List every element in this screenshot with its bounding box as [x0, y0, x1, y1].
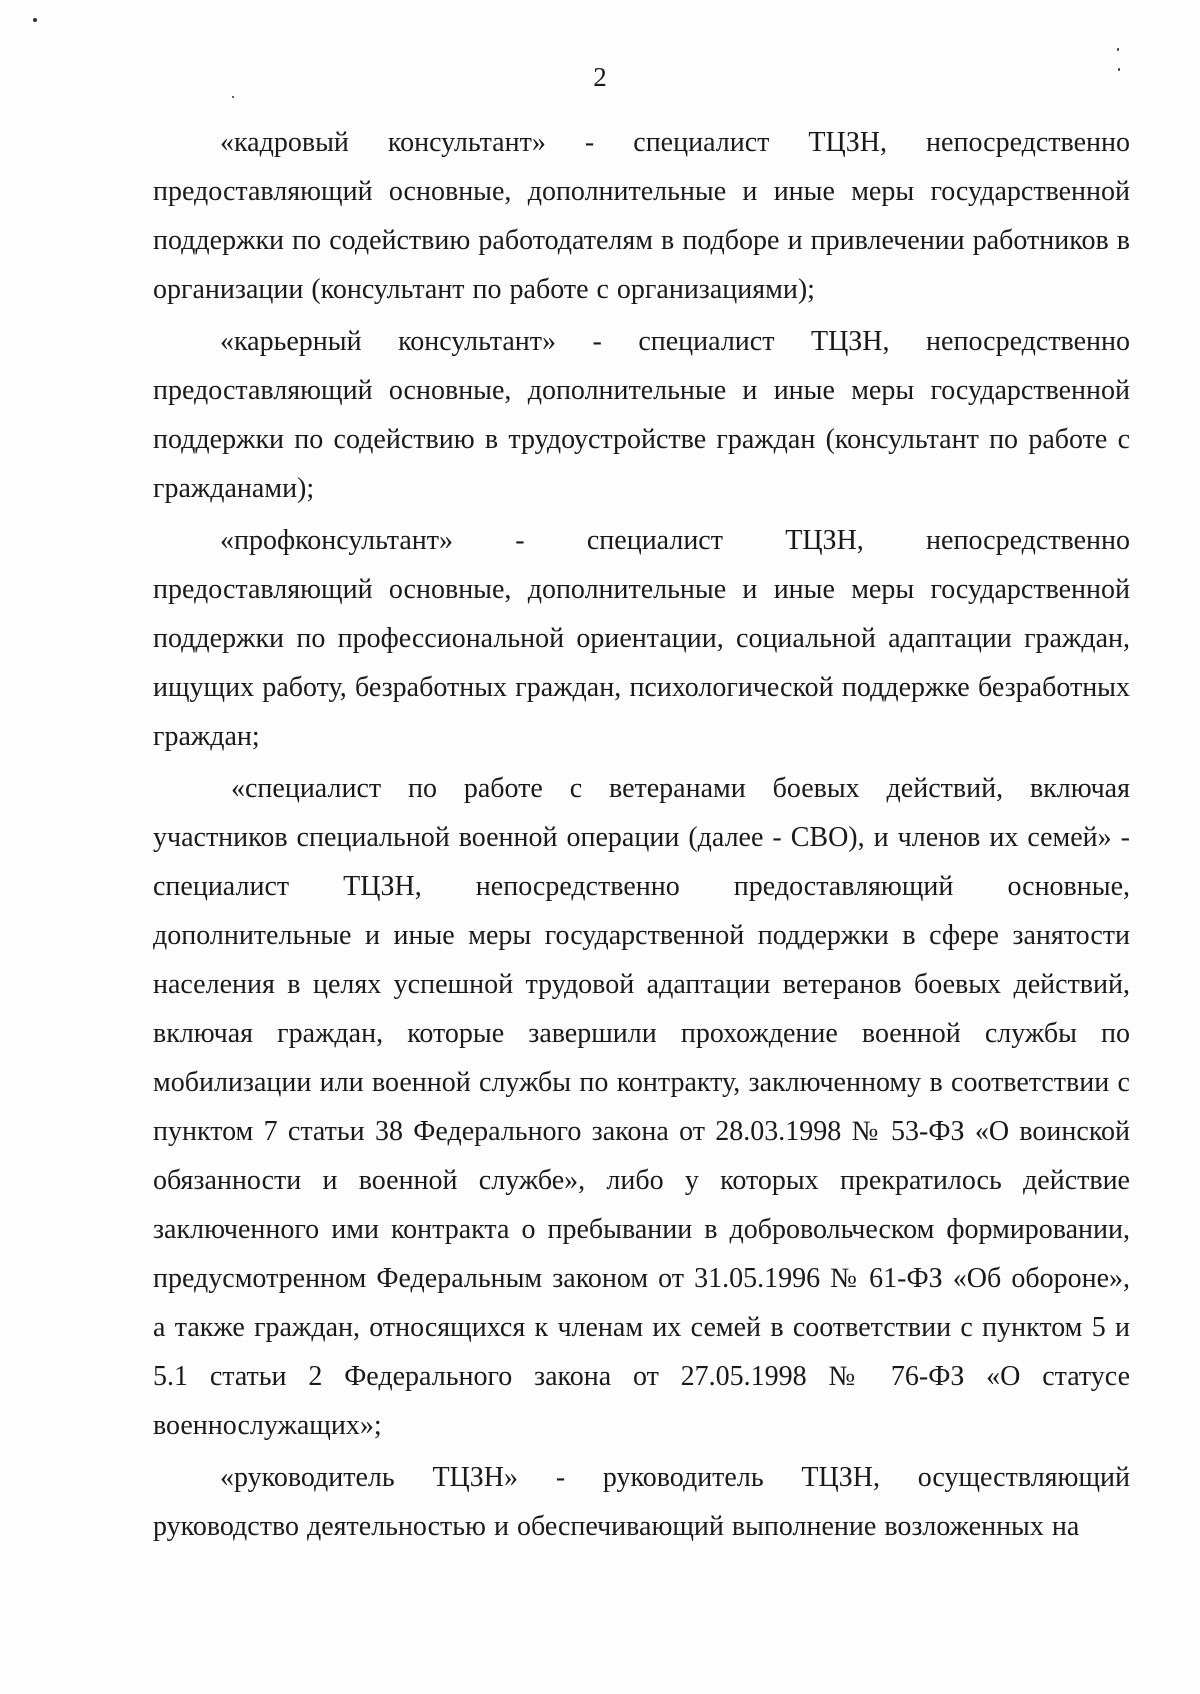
scan-speck — [33, 18, 37, 22]
definition-veterans-specialist: «специалист по работе с ветеранами боевых действий, включая участников специальной военной операции (далее - СВО), и членов их семей» - специалист ТЦЗН, непосредственно предоставляющий основные, дополнительные и иные меры государственной поддержки в сфере занятости населения в целях успешной трудовой адаптации ветеранов боевых действий, включая граждан, которые завершили прохождение военной службы по мобилизации или военной службы по контракту, заключенному в соответствии с пунктом 7 статьи 38 Федерального закона от 28.03.1998 № 53-ФЗ «О воинской обязанности и военной службе», либо у которых прекратилось действие заключенного ими контракта о пребывании в добровольческом формировании, предусмотренном Федеральным законом от 31.05.1996 № 61-ФЗ «Об обороне», а также граждан, относящихся к членам их семей в соответствии с пунктом 5 и 5.1 статьи 2 Федерального закона от 27.05.1998 № 76-ФЗ «О статусе военнослужащих»; — [153, 773, 1130, 1441]
definition-tczn-head: «руководитель ТЦЗН» - руководитель ТЦЗН, осуществляющий руководство деятельностью и обеспечивающий выполнение возложенных на — [153, 1462, 1130, 1542]
scan-speck — [1117, 48, 1119, 51]
definition-career-consultant: «карьерный консультант» - специалист ТЦЗН, непосредственно предоставляющий основные, дополнительные и иные меры государственной поддержки по содействию в трудоустройстве граждан (консультант по работе с гражданами); — [153, 326, 1130, 504]
definition-prof-consultant: «профконсультант» - специалист ТЦЗН, непосредственно предоставляющий основные, дополнительные и иные меры государственной поддержки по профессиональной ориентации, социальной адаптации граждан, ищущих работу, безработных граждан, психологической поддержке безработных граждан; — [153, 525, 1130, 752]
scan-speck — [232, 96, 234, 98]
page-number: 2 — [593, 62, 607, 92]
document-body — [153, 118, 1130, 1554]
definition-hr-consultant: «кадровый консультант» - специалист ТЦЗН, непосредственно предоставляющий основные, дополнительные и иные меры государственной поддержки по содействию работодателям в подборе и привлечении работников в организации (консультант по работе с организациями); — [153, 127, 1130, 305]
